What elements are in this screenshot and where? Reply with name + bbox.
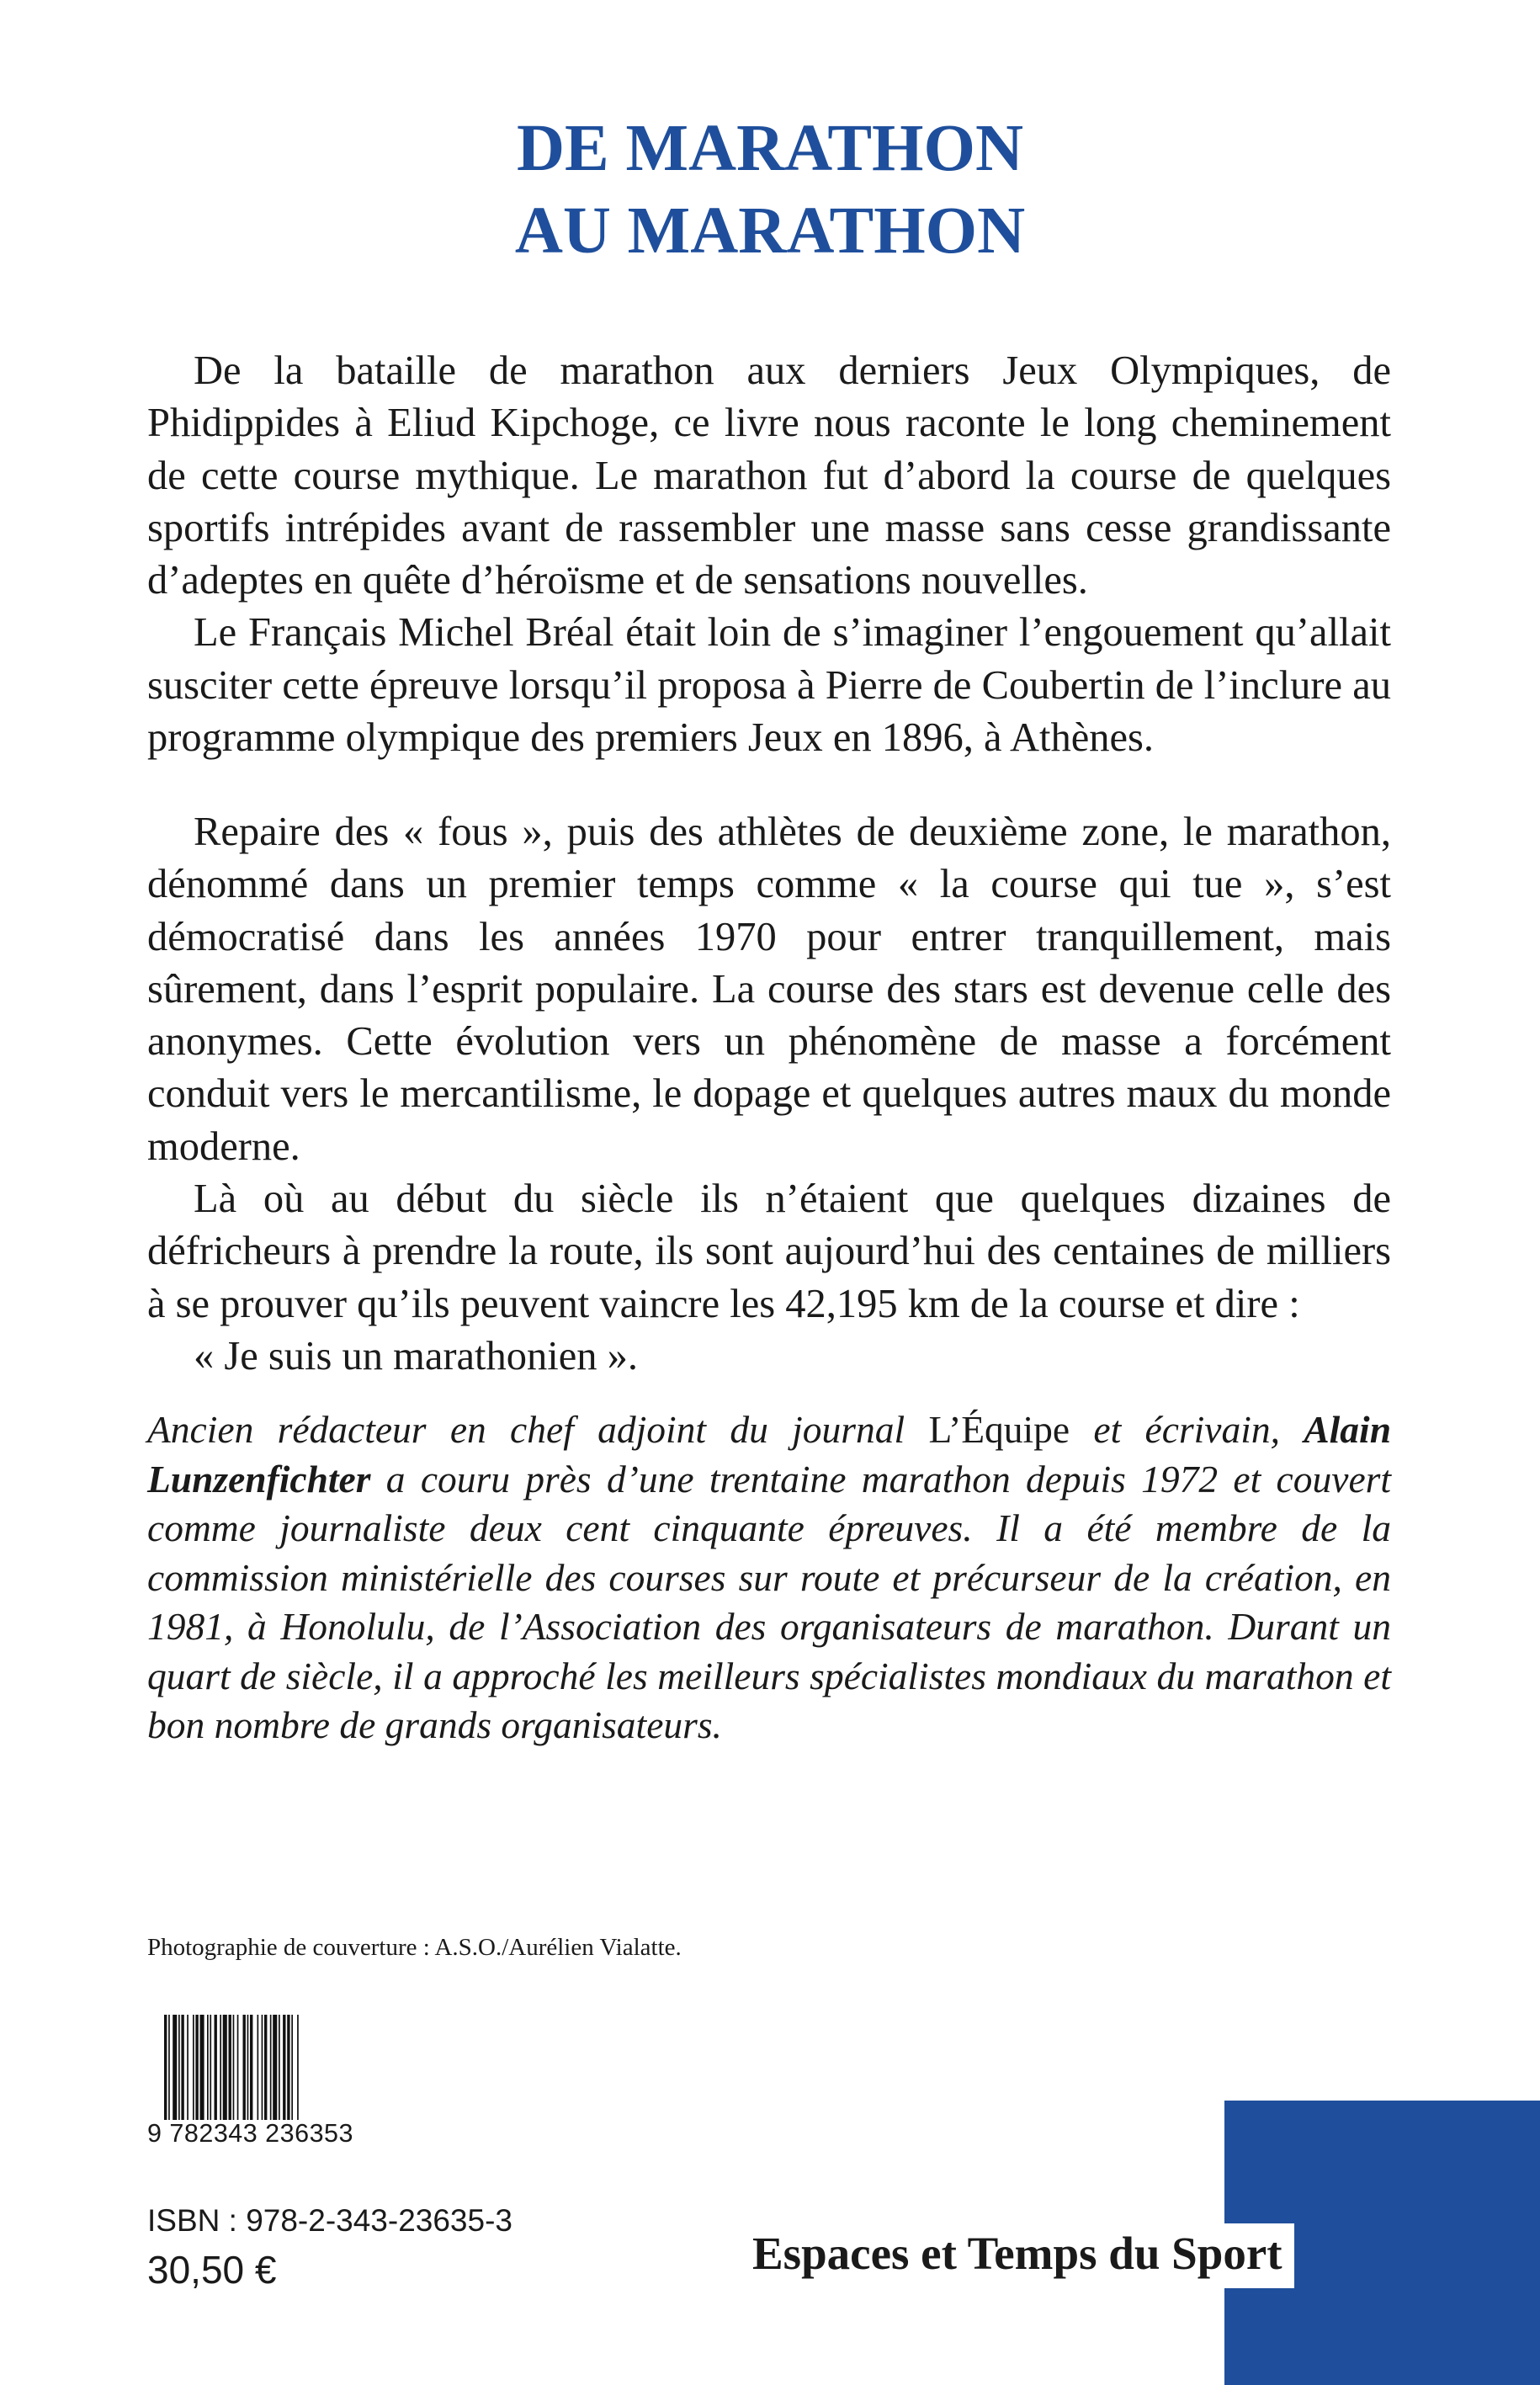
book-title xyxy=(0,108,1540,273)
barcode-bar xyxy=(258,2015,259,2120)
barcode-bar xyxy=(215,2015,217,2120)
author-name: Alain Lunzenfichter xyxy=(147,1408,1391,1501)
synopsis-paragraph: Là où au début du siècle ils n’étaient que quelques dizaines de défricheurs à prendre la route, ils sont aujourd’hui des centaines de milliers à se prouver qu’ils peuvent vaincre les 42,195 km de la course et dire : xyxy=(147,1177,1391,1326)
barcode-bar xyxy=(262,2015,263,2120)
barcode-bar xyxy=(233,2015,235,2120)
barcode-bar xyxy=(247,2015,249,2120)
title-line-2: AU MARATHON xyxy=(514,194,1026,268)
barcode-bar xyxy=(210,2015,211,2120)
synopsis-quote: « Je suis un marathonien ». xyxy=(194,1333,639,1378)
barcode-bar xyxy=(287,2015,289,2120)
barcode-bar xyxy=(273,2015,277,2120)
barcode-bar xyxy=(283,2015,285,2120)
barcode-bar xyxy=(193,2015,194,2120)
barcode-bar xyxy=(195,2015,198,2120)
barcode-bar xyxy=(279,2015,280,2120)
synopsis-block-1 xyxy=(147,345,1391,764)
barcode-bar xyxy=(229,2015,231,2120)
synopsis-paragraph: Le Français Michel Bréal était loin de s’imaginer l’engouement qu’allait susciter cette épreuve lorsqu’il proposa à Pierre de Coubertin de l’inclure au programme olympique des premiers Jeux en 1896, à Athènes. xyxy=(147,610,1391,761)
isbn: ISBN : 978-2-343-23635-3 xyxy=(147,2203,512,2238)
barcode-bar xyxy=(237,2015,239,2120)
barcode-bar xyxy=(207,2015,209,2120)
barcode-bar xyxy=(264,2015,267,2120)
barcode-bar xyxy=(291,2015,293,2120)
bio-text: et écrivain, xyxy=(1070,1408,1304,1451)
barcode-bars xyxy=(164,2015,421,2120)
barcode-bar xyxy=(187,2015,189,2120)
photo-credit: Photographie de couverture : A.S.O./Aurélien Vialatte. xyxy=(147,1934,682,1961)
price: 30,50 € xyxy=(147,2248,277,2292)
barcode-bar xyxy=(164,2015,167,2120)
title-line-1: DE MARATHON xyxy=(517,112,1023,185)
barcode-bar xyxy=(168,2015,170,2120)
bio-text: Ancien rédacteur en chef adjoint du journal xyxy=(147,1408,929,1451)
synopsis-paragraph: De la bataille de marathon aux derniers Jeux Olympiques, de Phidippides à Eliud Kipchoge, ce livre nous raconte le long cheminement de cette course mythique. Le marathon fut d’abord la course de quelques sportifs intrépides avant de rassembler une masse sans cesse grandissante d’adeptes en quête d’héroïsme et de sensations nouvelles. xyxy=(147,348,1391,603)
synopsis-paragraph: Repaire des « fous », puis des athlètes de deuxième zone, le marathon, dénommé dans un premier temps comme « la course qui tue », s’est démocratisé dans les années 1970 pour entrer tranquillement, mais sûrement, dans l’esprit populaire. La course des stars est devenue celle des anonymes. Cette évolution vers un phénomène de masse a forcément conduit vers le mercantilisme, le dopage et quelques autres maux du monde moderne. xyxy=(147,810,1391,1169)
barcode-bar xyxy=(297,2015,299,2120)
barcode-bar xyxy=(243,2015,246,2120)
barcode-bar xyxy=(223,2015,227,2120)
barcode-bar xyxy=(220,2015,221,2120)
bio-text: a couru près d’une trentaine marathon depuis 1972 et couvert comme journaliste deux cent cinquante épreuves. Il a été membre de la commission ministérielle des courses sur route et précurseur de la création, en 1981, à Honolulu, de l’Association des organisateurs de marathon. Durant un quart de siècle, il a approché les meilleurs spécialistes mondiaux du marathon et bon nombre de grands organisateurs. xyxy=(147,1457,1391,1746)
barcode-bar xyxy=(178,2015,180,2120)
synopsis-block-2 xyxy=(147,806,1391,1383)
journal-name: L’Équipe xyxy=(928,1408,1070,1451)
barcode-bar xyxy=(250,2015,252,2120)
collection-name: Espaces et Temps du Sport xyxy=(741,2223,1294,2288)
barcode-bar xyxy=(200,2015,204,2120)
barcode-bar xyxy=(173,2015,177,2120)
author-bio xyxy=(147,1405,1391,1750)
barcode-bar xyxy=(181,2015,183,2120)
barcode-bar xyxy=(270,2015,272,2120)
barcode-digits: 9 782343 236353 xyxy=(147,2119,353,2148)
barcode xyxy=(147,2015,425,2166)
